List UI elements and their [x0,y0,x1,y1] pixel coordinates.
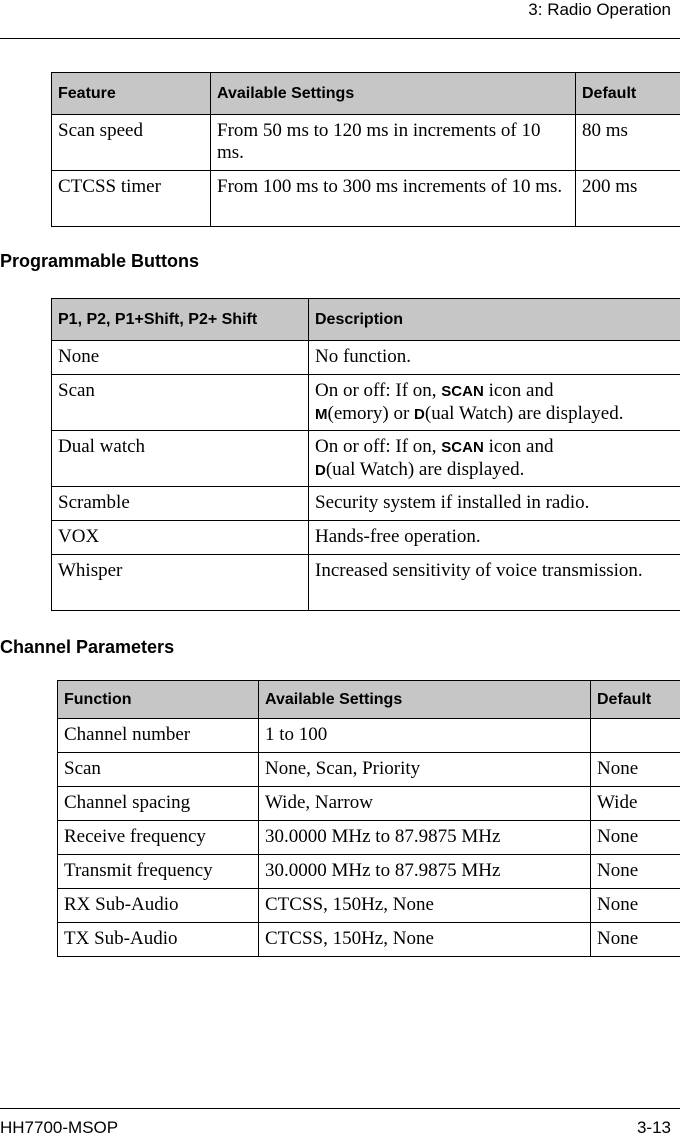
table-cell: TX Sub-Audio [58,923,259,957]
table-row [52,341,680,375]
table-cell: Increased sensitivity of voice transmission. [309,555,680,611]
column-header: Available Settings [259,681,591,719]
desc-text: (emory) or [328,403,415,424]
table-row [58,787,680,821]
table-cell: Wide [591,787,680,821]
table-row [58,821,680,855]
table-cell: Scramble [52,487,309,521]
feature-table [51,72,680,227]
table-cell: None [591,855,680,889]
dual-keyword: D [315,462,326,479]
table-cell: Scan [52,375,309,431]
page-footer [0,1108,680,1136]
table-row [58,753,680,787]
column-header: Function [58,681,259,719]
table-row [58,855,680,889]
table-cell [309,431,680,487]
table-cell: Wide, Narrow [259,787,591,821]
table-cell: None [52,341,309,375]
table-row [58,889,680,923]
table-cell: From 100 ms to 300 ms increments of 10 ms. [211,171,576,227]
table-cell: None [591,923,680,957]
chapter-title: 3: Radio Operation [528,0,671,20]
table-cell: 30.0000 MHz to 87.9875 MHz [259,855,591,889]
table-cell: 30.0000 MHz to 87.9875 MHz [259,821,591,855]
scan-keyword: SCAN [441,383,484,400]
page-number: 3-13 [637,1118,671,1138]
table-cell: Channel spacing [58,787,259,821]
desc-text: On or off: If on, [315,380,441,401]
table-row [58,719,680,753]
table-cell: Channel number [58,719,259,753]
column-header: Description [309,299,680,341]
column-header: Default [591,681,680,719]
programmable-buttons-table [51,298,680,611]
table-cell: Scan speed [52,115,211,171]
page-header [0,0,680,39]
memory-keyword: M [315,406,328,423]
column-header: P1, P2, P1+Shift, P2+ Shift [52,299,309,341]
table-cell: Scan [58,753,259,787]
table-cell: CTCSS, 150Hz, None [259,923,591,957]
table-cell: None [591,889,680,923]
desc-text: icon and [484,380,554,401]
table-row [52,115,680,171]
table-cell [591,719,680,753]
table-cell: Transmit frequency [58,855,259,889]
table-cell: Receive frequency [58,821,259,855]
table-cell: 200 ms [576,171,680,227]
table-cell: None, Scan, Priority [259,753,591,787]
table-header-row [52,299,680,341]
column-header: Feature [52,73,211,115]
table-cell: VOX [52,521,309,555]
table-cell: Security system if installed in radio. [309,487,680,521]
table-cell: Dual watch [52,431,309,487]
table-row [52,555,680,611]
table-cell: CTCSS timer [52,171,211,227]
table-header-row [52,73,680,115]
desc-text: On or off: If on, [315,436,441,457]
column-header: Default [576,73,680,115]
table-cell: 80 ms [576,115,680,171]
scan-keyword: SCAN [441,439,484,456]
table-row [52,171,680,227]
document-id: HH7700-MSOP [0,1118,118,1138]
section-title-programmable-buttons: Programmable Buttons [0,251,199,272]
table-cell: CTCSS, 150Hz, None [259,889,591,923]
dual-keyword: D [414,406,425,423]
table-cell: 1 to 100 [259,719,591,753]
table-row [52,431,680,487]
desc-text: (ual Watch) are displayed. [326,459,525,480]
table-cell: RX Sub-Audio [58,889,259,923]
table-row [52,375,680,431]
table-row [58,923,680,957]
table-cell: From 50 ms to 120 ms in increments of 10 ms. [211,115,576,171]
table-row [52,487,680,521]
table-row [52,521,680,555]
table-cell: No function. [309,341,680,375]
table-cell: None [591,753,680,787]
section-title-channel-parameters: Channel Parameters [0,637,174,658]
table-cell [309,375,680,431]
channel-parameters-table [57,680,680,957]
table-cell: Hands-free operation. [309,521,680,555]
desc-text: (ual Watch) are displayed. [425,403,624,424]
table-cell: None [591,821,680,855]
table-cell: Whisper [52,555,309,611]
column-header: Available Settings [211,73,576,115]
table-header-row [58,681,680,719]
desc-text: icon and [484,436,554,457]
